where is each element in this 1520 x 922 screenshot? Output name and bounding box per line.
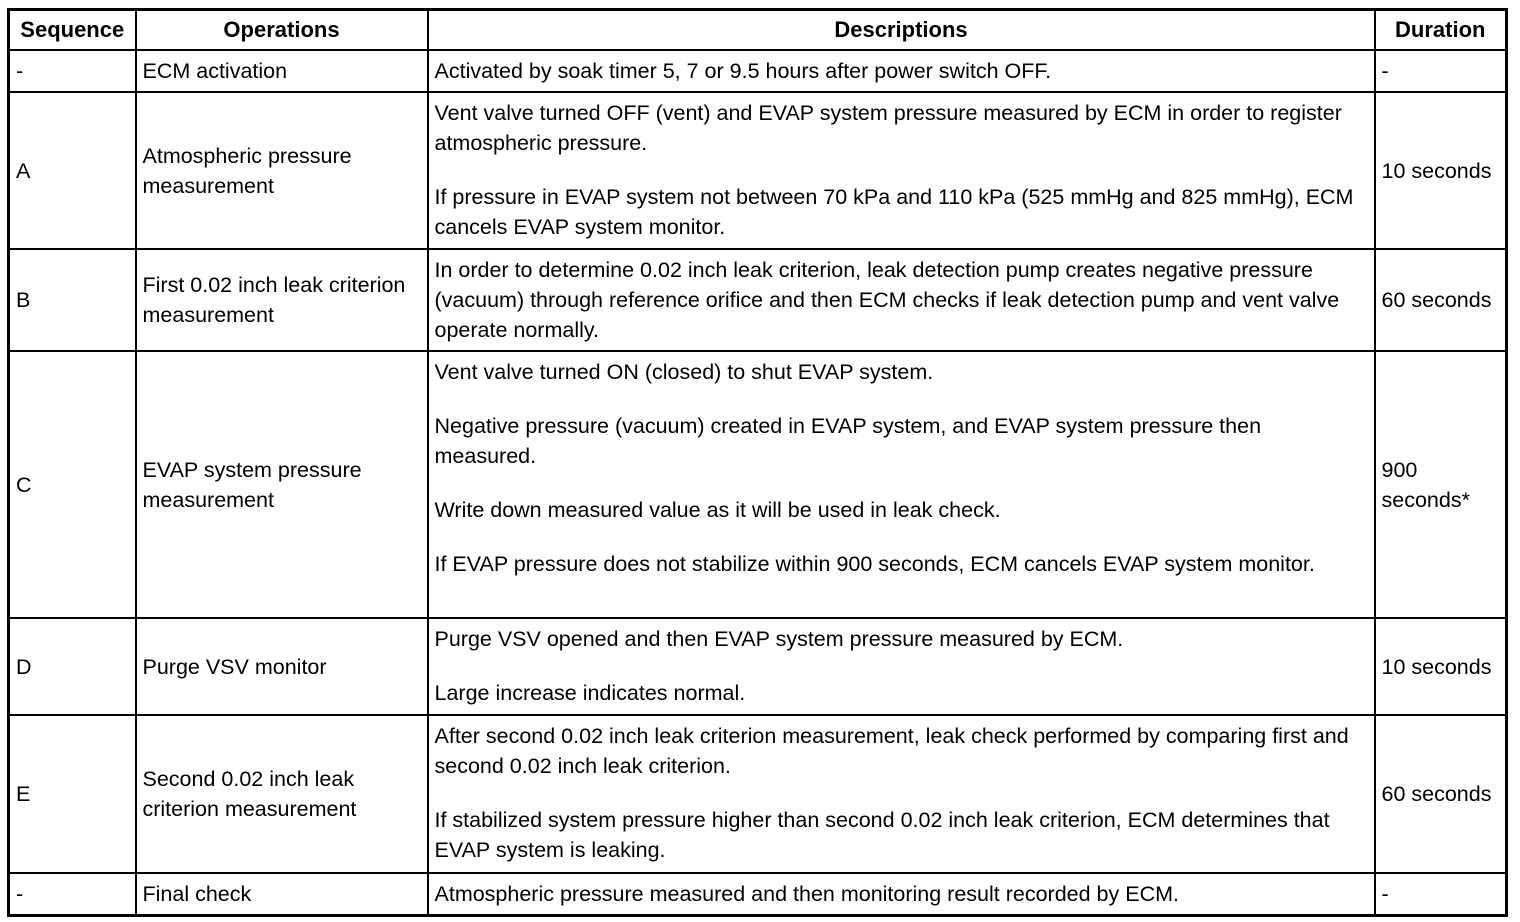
- description-paragraph: If stabilized system pressure higher than second 0.02 inch leak criterion, ECM determines that EVAP system is leaking.: [434, 808, 1330, 862]
- table-row: [9, 715, 1507, 873]
- operation-cell: Purge VSV monitor: [136, 618, 428, 715]
- sequence-cell: B: [9, 249, 136, 351]
- operation-cell: Second 0.02 inch leak criterion measurement: [136, 715, 428, 873]
- description-paragraph: Negative pressure (vacuum) created in EVAP system, and EVAP system pressure then measured.: [434, 414, 1262, 468]
- description-paragraph: Large increase indicates normal.: [434, 681, 746, 705]
- sequence-cell: A: [9, 92, 136, 249]
- header-descriptions: Descriptions: [428, 10, 1375, 51]
- duration-cell: -: [1375, 50, 1507, 92]
- header-sequence: Sequence: [9, 10, 136, 51]
- description-cell: [428, 873, 1375, 916]
- table-row: [9, 873, 1507, 916]
- description-paragraph: If pressure in EVAP system not between 70 kPa and 110 kPa (525 mmHg and 825 mmHg), ECM cancels EVAP system monitor.: [434, 185, 1354, 239]
- description-paragraph: In order to determine 0.02 inch leak criterion, leak detection pump creates negative pressure (vacuum) through reference orifice and then ECM checks if leak detection pump and vent valve operate normally.: [434, 258, 1340, 342]
- sequence-cell: -: [9, 873, 136, 916]
- sequence-cell: D: [9, 618, 136, 715]
- header-row: [9, 10, 1507, 51]
- evap-monitor-sequence-table: [7, 8, 1508, 917]
- duration-cell: 10 seconds: [1375, 618, 1507, 715]
- description-paragraph: Vent valve turned ON (closed) to shut EVAP system.: [434, 360, 934, 384]
- description-paragraph: Activated by soak timer 5, 7 or 9.5 hours after power switch OFF.: [434, 59, 1052, 83]
- description-paragraph: Write down measured value as it will be used in leak check.: [434, 498, 1001, 522]
- table-row: [9, 50, 1507, 92]
- operation-cell: Final check: [136, 873, 428, 916]
- operation-cell: ECM activation: [136, 50, 428, 92]
- table-row: [9, 351, 1507, 618]
- description-paragraph: Atmospheric pressure measured and then monitoring result recorded by ECM.: [434, 882, 1179, 906]
- sequence-cell: -: [9, 50, 136, 92]
- header-duration: Duration: [1375, 10, 1507, 51]
- description-cell: [428, 351, 1375, 618]
- description-paragraph: After second 0.02 inch leak criterion measurement, leak check performed by comparing first and second 0.02 inch leak criterion.: [434, 724, 1349, 778]
- description-cell: [428, 92, 1375, 249]
- table-row: [9, 92, 1507, 249]
- description-cell: [428, 249, 1375, 351]
- duration-cell: -: [1375, 873, 1507, 916]
- sequence-cell: E: [9, 715, 136, 873]
- operation-cell: First 0.02 inch leak criterion measurement: [136, 249, 428, 351]
- description-cell: [428, 715, 1375, 873]
- duration-cell: 900 seconds*: [1375, 351, 1507, 618]
- duration-cell: 60 seconds: [1375, 715, 1507, 873]
- description-paragraph: Purge VSV opened and then EVAP system pressure measured by ECM.: [434, 627, 1124, 651]
- description-cell: [428, 50, 1375, 92]
- description-cell: [428, 618, 1375, 715]
- table-row: [9, 249, 1507, 351]
- operation-cell: Atmospheric pressure measurement: [136, 92, 428, 249]
- description-paragraph: If EVAP pressure does not stabilize within 900 seconds, ECM cancels EVAP system monitor.: [434, 552, 1315, 576]
- duration-cell: 60 seconds: [1375, 249, 1507, 351]
- table-row: [9, 618, 1507, 715]
- operation-cell: EVAP system pressure measurement: [136, 351, 428, 618]
- duration-cell: 10 seconds: [1375, 92, 1507, 249]
- sequence-cell: C: [9, 351, 136, 618]
- description-paragraph: Vent valve turned OFF (vent) and EVAP system pressure measured by ECM in order to register atmospheric pressure.: [434, 101, 1342, 155]
- header-operations: Operations: [136, 10, 428, 51]
